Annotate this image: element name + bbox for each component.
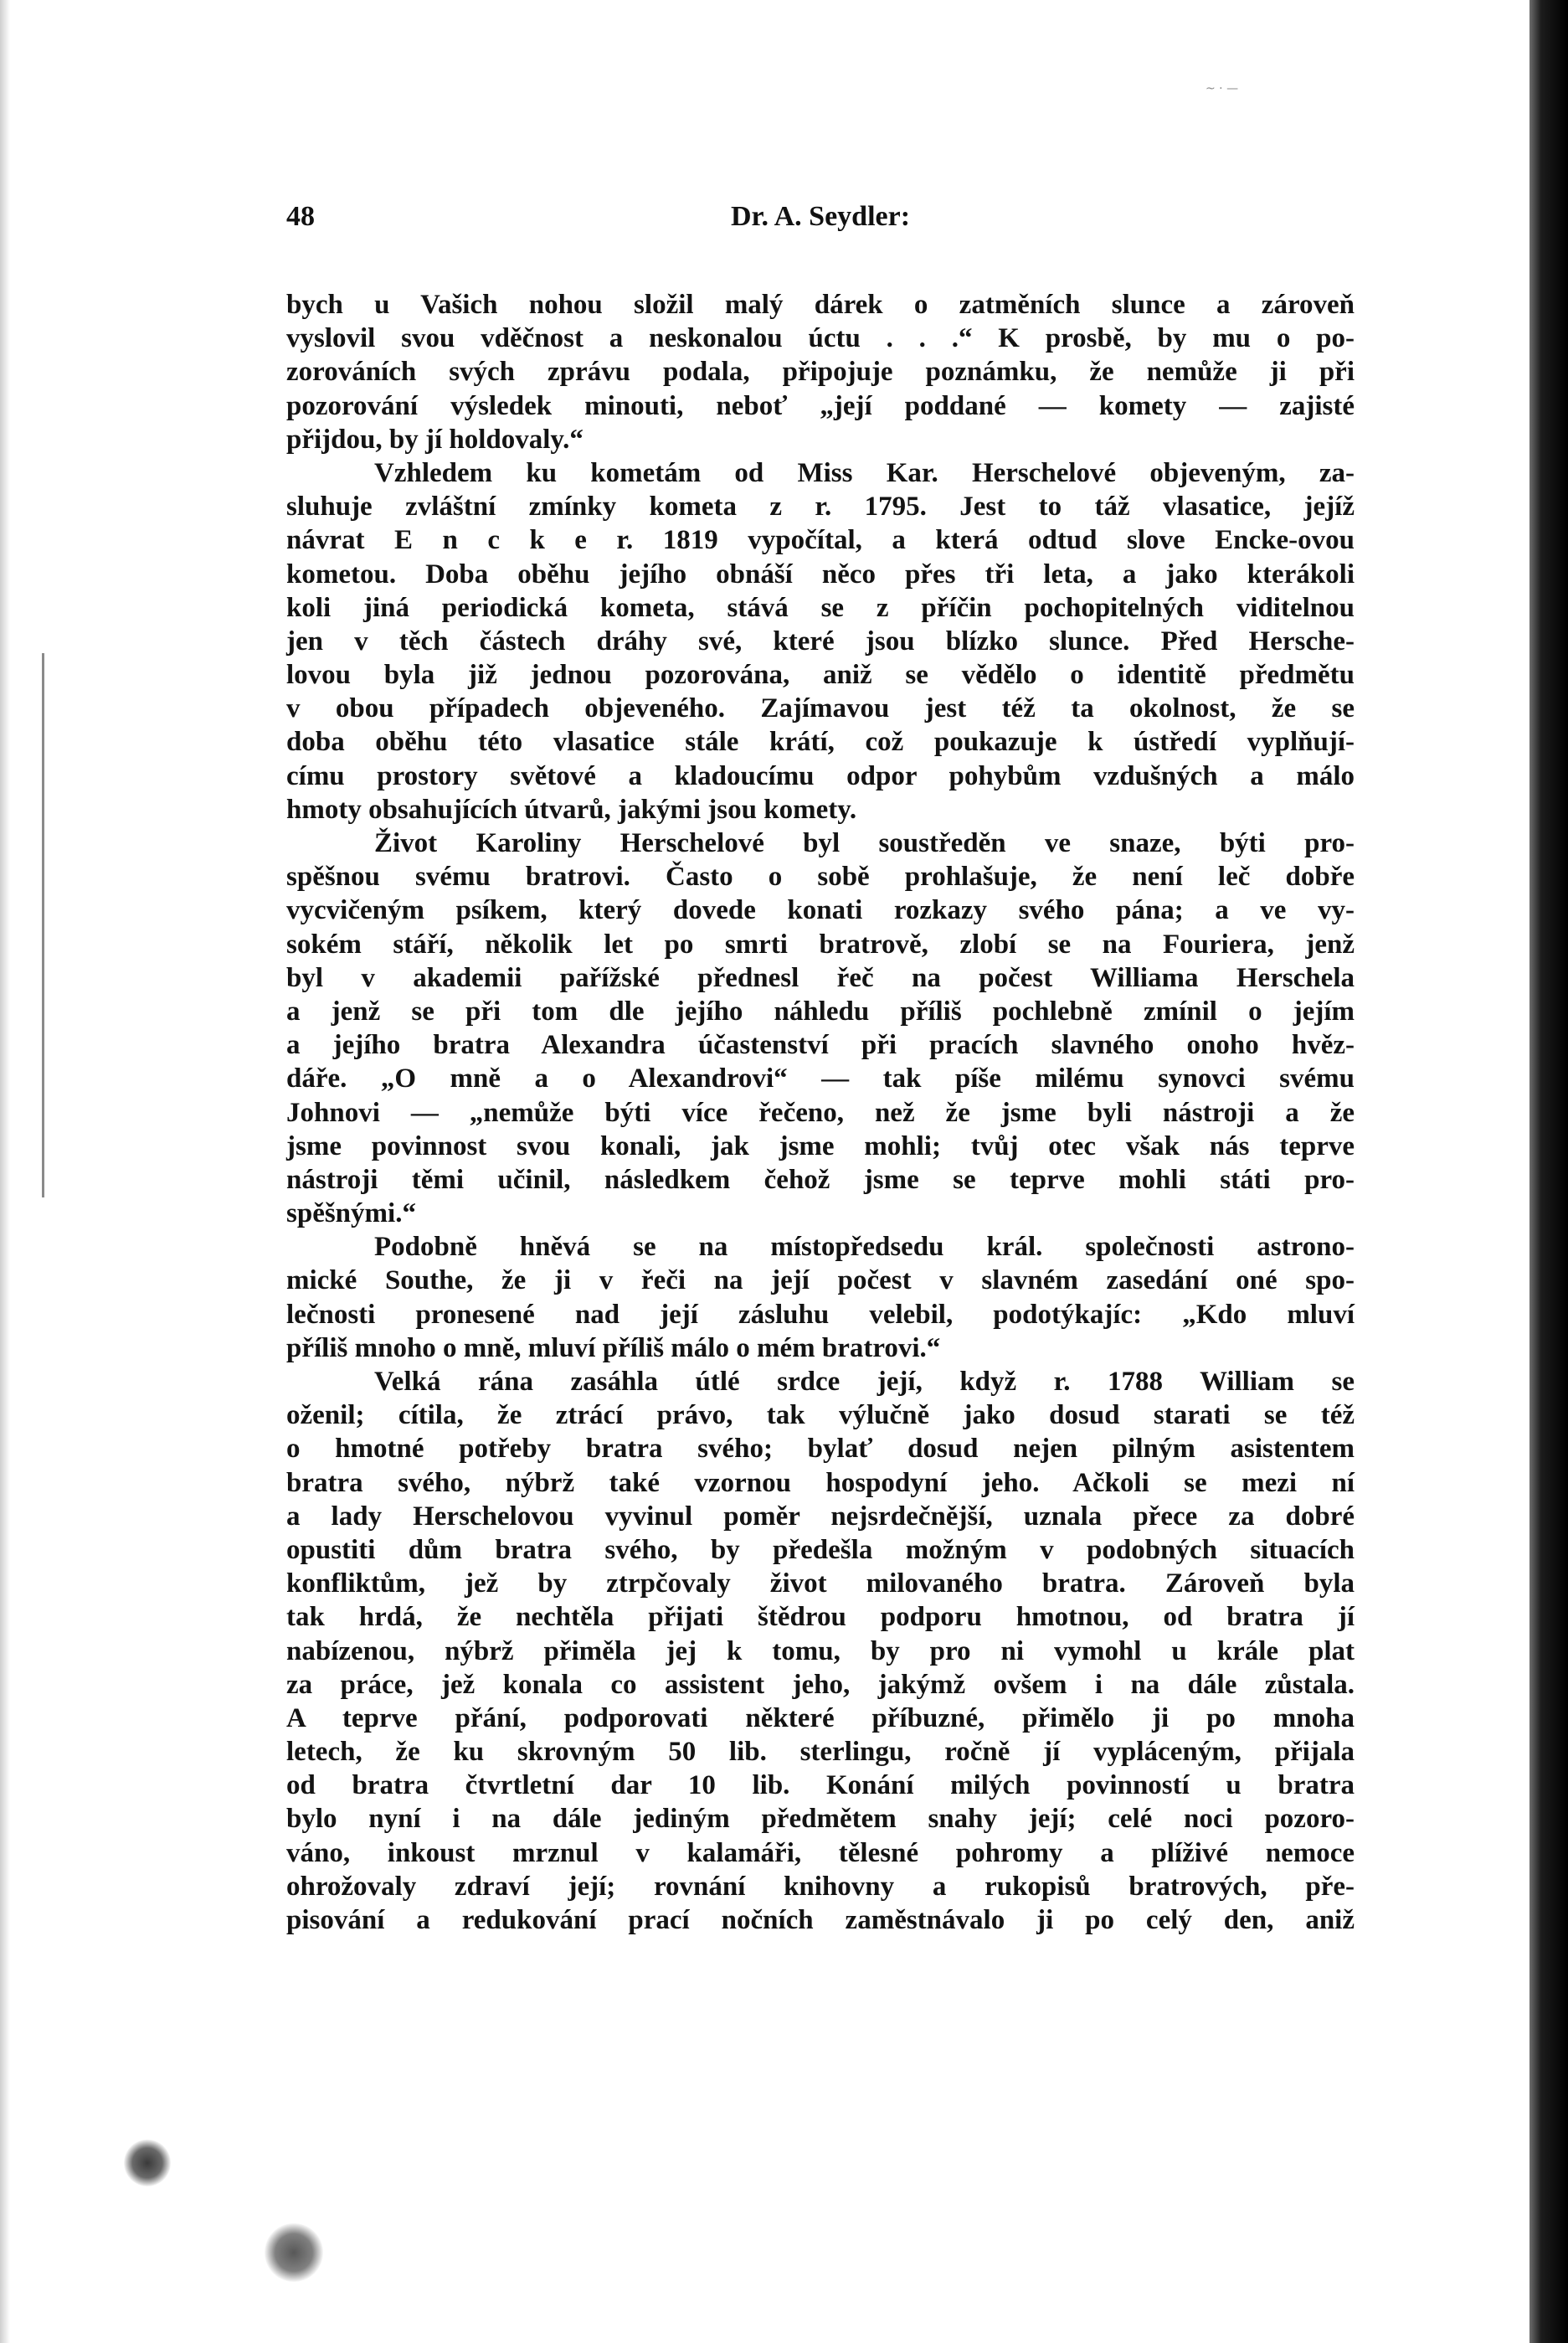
scan-right-edge-shadow — [1529, 0, 1568, 2343]
text-line: bratra svého, nýbrž také vzornou hospodyní jeho. Ačkoli se mezi ní — [286, 1467, 1355, 1498]
text-line: címu prostory světové a kladoucímu odpor pohybům vzdušných a málo — [286, 760, 1355, 791]
text-line: přijdou, by jí holdovaly.“ — [286, 424, 584, 455]
text-line: opustiti dům bratra svého, by předešla možným v podobných situacích — [286, 1534, 1355, 1565]
text-line: vycvičeným psíkem, který dovede konati rozkazy svého pána; a ve vy- — [286, 895, 1355, 926]
running-head-author: Dr. A. Seydler: — [730, 201, 911, 232]
text-line: Velká rána zasáhla útlé srdce její, když r. 1788 William se — [374, 1367, 1355, 1397]
text-line: kometou. Doba oběhu jejího obnáší něco přes tři leta, a jako kterákoli — [286, 559, 1355, 590]
text-line: bylo nyní i na dále jediným předmětem snahy její; celé noci pozoro- — [286, 1804, 1355, 1835]
text-line: tak hrdá, že nechtěla přijati štědrou podporu hmotnou, od bratra jí — [286, 1602, 1355, 1633]
text-line: o hmotné potřeby bratra svého; bylať dosud nejen pilným asistentem — [286, 1434, 1355, 1465]
page-header — [286, 201, 1355, 251]
text-line: Život Karoliny Herschelové byl soustředěn ve snaze, býti pro- — [374, 828, 1355, 858]
text-line: A teprve přání, podporovati některé příbuzné, přimělo ji po mnoha — [286, 1702, 1355, 1733]
text-line: za práce, jež konala co assistent jeho, jakýmž ovšem i na dále zůstala. — [286, 1669, 1355, 1700]
text-line: mické Southe, že ji v řeči na její počest v slavném zasedání oné spo- — [286, 1265, 1355, 1296]
text-line: pisování a redukování prací nočních zaměstnávalo ji po celý den, aniž — [286, 1905, 1355, 1935]
text-line: zorováních svých zprávu podala, připojuje poznámku, že nemůže ji při — [286, 357, 1355, 388]
text-line: a jenž se při tom dle jejího náhledu příliš pochlebně zmínil o jejím — [286, 996, 1355, 1027]
body-text — [286, 288, 1355, 2097]
text-line: byl v akademii pařížské přednesl řeč na počest Williama Herschela — [286, 962, 1355, 993]
text-line: nabízenou, nýbrž přiměla jej k tomu, by pro ni vymohl u krále plat — [286, 1635, 1355, 1666]
text-line: dáře. „O mně a o Alexandrovi“ — tak píše milému synovci svému — [286, 1063, 1355, 1094]
text-line: návrat E n c k e r. 1819 vypočítal, a která odtud slove Encke-ovou — [286, 525, 1355, 556]
text-line: jsme povinnost svou konali, jak jsme mohli; tvůj otec však nás teprve — [286, 1130, 1355, 1161]
text-line: ohrožovaly zdraví její; rovnání knihovny a rukopisů bratrových, pře- — [286, 1871, 1355, 1902]
text-line: spěšnými.“ — [286, 1198, 416, 1229]
text-line: a lady Herschelovou vyvinul poměr nejsrdečnější, uznala přece za dobré — [286, 1501, 1355, 1532]
text-line: doba oběhu této vlasatice stále krátí, což poukazuje k ústředí vyplňují- — [286, 727, 1355, 758]
text-line: oženil; cítila, že ztrácí právo, tak výlučně jako dosud starati se též — [286, 1400, 1355, 1431]
text-line: Johnovi — „nemůže býti více řečeno, než že jsme byli nástroji a že — [286, 1097, 1355, 1128]
text-line: pozorování výsledek minouti, neboť „její poddané — komety — zajisté — [286, 390, 1355, 421]
text-line: hmoty obsahujících útvarů, jakými jsou komety. — [286, 794, 857, 825]
ink-smudge — [265, 2223, 323, 2282]
text-line: koli jiná periodická kometa, stává se z příčin pochopitelných viditelnou — [286, 592, 1355, 623]
ink-smudge — [124, 2140, 171, 2186]
text-line: jen v těch částech dráhy své, které jsou blízko slunce. Před Hersche- — [286, 626, 1355, 657]
text-line: vyslovil svou vděčnost a neskonalou úctu . . .“ K prosbě, by mu o po- — [286, 323, 1355, 354]
page-number: 48 — [286, 201, 315, 232]
text-line: nástroji těmi učinil, následkem čehož jsme se teprve mohli státi pro- — [286, 1164, 1355, 1195]
text-line: spěšnou svému bratrovi. Často o sobě prohlašuje, že není leč dobře — [286, 862, 1355, 893]
scan-corner-mark: ~ · — — [1206, 82, 1239, 95]
text-line: v obou případech objeveného. Zajímavou jest též ta okolnost, že se — [286, 693, 1355, 724]
scan-margin-line — [42, 653, 44, 1197]
text-line: a jejího bratra Alexandra účastenství při pracích slavného onoho hvěz- — [286, 1030, 1355, 1061]
scan-left-edge — [0, 0, 10, 2343]
text-line: letech, že ku skrovným 50 lib. sterlingu, ročně jí vypláceným, přijala — [286, 1737, 1355, 1768]
text-line: sluhuje zvláštní zmínky kometa z r. 1795. Jest to táž vlasatice, jejíž — [286, 492, 1355, 523]
text-line: váno, inkoust mrznul v kalamáři, tělesné pohromy a plíživé nemoce — [286, 1837, 1355, 1868]
text-line: konfliktům, jež by ztrpčovaly život milovaného bratra. Zároveň byla — [286, 1568, 1355, 1599]
text-line: bych u Vašich nohou složil malý dárek o zatměních slunce a zároveň — [286, 290, 1355, 320]
text-line: Vzhledem ku kometám od Miss Kar. Herschelové objeveným, za- — [374, 457, 1355, 488]
text-line: příliš mnoho o mně, mluví příliš málo o mém bratrovi.“ — [286, 1332, 941, 1363]
text-line: od bratra čtvrtletní dar 10 lib. Konání milých povinností u bratra — [286, 1770, 1355, 1801]
text-line: Podobně hněvá se na místopředsedu král. společnosti astrono- — [374, 1232, 1355, 1263]
text-line: lovou byla již jednou pozorována, aniž se vědělo o identitě předmětu — [286, 660, 1355, 691]
text-line: sokém stáří, několik let po smrti bratrově, zlobí se na Fouriera, jenž — [286, 929, 1355, 960]
text-line: lečnosti pronesené nad její zásluhu velebil, podotýkajíc: „Kdo mluví — [286, 1299, 1355, 1330]
